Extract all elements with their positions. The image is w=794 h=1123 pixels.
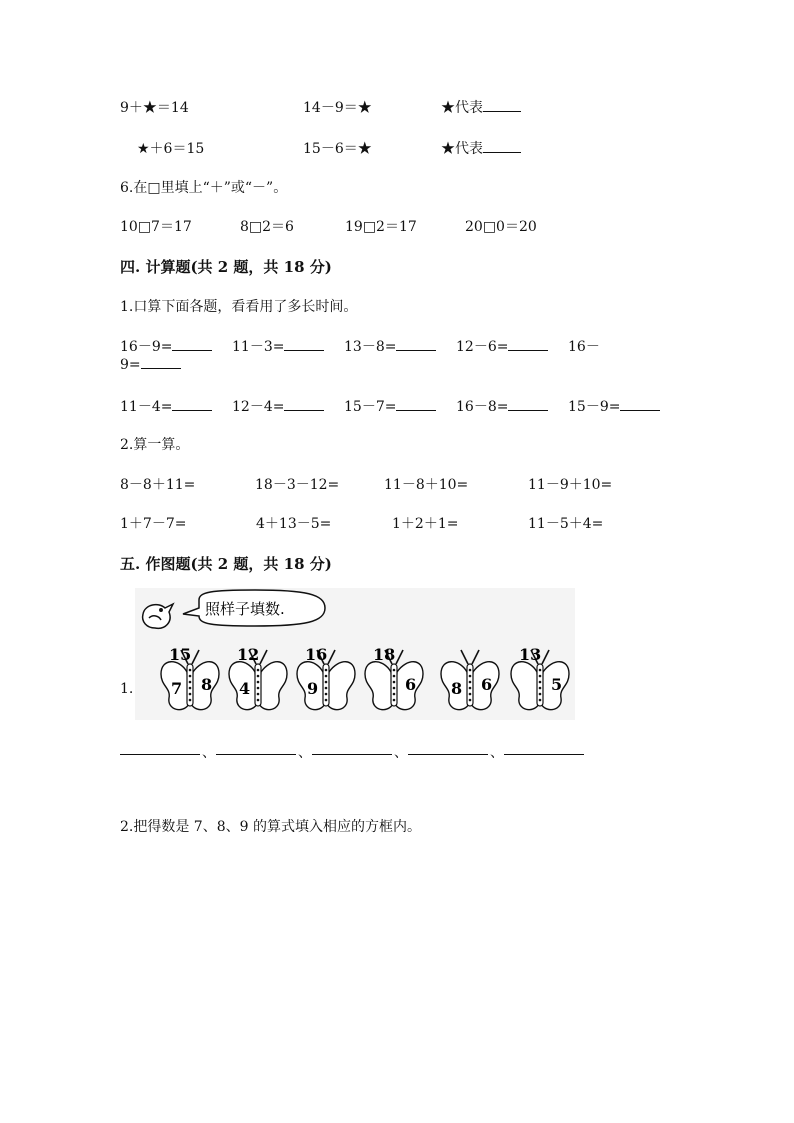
calc-item: 8－8＋11= bbox=[120, 477, 196, 493]
oral-calc-text: 16－8= bbox=[456, 399, 509, 415]
calc-item: 11－8＋10= bbox=[384, 477, 469, 493]
oral-calc bbox=[456, 336, 548, 356]
oral-calc-text: 11－3= bbox=[232, 339, 285, 355]
answer-blank[interactable] bbox=[508, 338, 548, 351]
answer-blank[interactable] bbox=[508, 398, 548, 411]
star-row-1-c bbox=[441, 97, 521, 117]
oral-calc bbox=[232, 336, 324, 356]
q6-title: 6.在□里填上“＋”或“－”。 bbox=[120, 180, 288, 196]
oral-calc bbox=[456, 396, 548, 416]
star-row-1-c-text: ★代表 bbox=[441, 100, 483, 116]
butterfly-icon bbox=[229, 645, 287, 710]
butterfly-left-number: 9 bbox=[307, 679, 319, 698]
butterfly-left-number: 8 bbox=[451, 679, 463, 698]
butterfly-icon bbox=[511, 645, 569, 710]
butterfly-figure bbox=[135, 588, 575, 720]
star-row-2-a: ★＋6＝15 bbox=[137, 141, 205, 157]
answer-line[interactable] bbox=[120, 754, 200, 755]
star-row-1-a: 9＋★＝14 bbox=[120, 100, 189, 116]
butterfly-top-number: 12 bbox=[237, 645, 260, 664]
answer-blank[interactable] bbox=[172, 398, 212, 411]
oral-calc bbox=[344, 336, 436, 356]
oral-calc-text: 15－9= bbox=[568, 399, 621, 415]
answer-blank[interactable] bbox=[396, 398, 436, 411]
answer-blank[interactable] bbox=[483, 140, 521, 153]
calc-item: 4＋13－5= bbox=[256, 516, 332, 532]
answer-line[interactable] bbox=[216, 754, 296, 755]
answer-blank[interactable] bbox=[483, 99, 521, 112]
butterfly-left-number: 4 bbox=[239, 679, 251, 698]
calc-item: 1＋7－7= bbox=[120, 516, 187, 532]
butterfly-icon bbox=[161, 645, 219, 710]
oral-calc bbox=[232, 396, 324, 416]
separator: 、 bbox=[202, 745, 216, 761]
star-row-1-b: 14－9＝★ bbox=[303, 100, 372, 116]
answer-blank[interactable] bbox=[396, 338, 436, 351]
s5-q2-title: 2.把得数是 7、8、9 的算式填入相应的方框内。 bbox=[120, 819, 421, 835]
oral-calc: 16－ bbox=[568, 339, 600, 355]
bird-icon bbox=[143, 604, 173, 628]
butterfly-icon bbox=[297, 645, 355, 710]
separator: 、 bbox=[490, 745, 504, 761]
s4-q1-title: 1.口算下面各题，看看用了多长时间。 bbox=[120, 299, 358, 315]
oral-calc-text: 12－6= bbox=[456, 339, 509, 355]
answer-blank[interactable] bbox=[141, 356, 181, 369]
calc-item: 18－3－12= bbox=[255, 477, 340, 493]
q6-item: 10□7＝17 bbox=[120, 219, 192, 235]
calc-item: 1＋2＋1= bbox=[392, 516, 459, 532]
separator: 、 bbox=[298, 745, 312, 761]
butterfly-top-number: 18 bbox=[373, 645, 396, 664]
butterfly-right-number: 5 bbox=[551, 675, 563, 694]
star-row-2-c bbox=[441, 138, 521, 158]
oral-calc-text: 12－4= bbox=[232, 399, 285, 415]
oral-calc bbox=[120, 396, 212, 416]
oral-calc-text: 15－7= bbox=[344, 399, 397, 415]
s5-q1-label: 1. bbox=[120, 681, 134, 697]
answer-blank[interactable] bbox=[172, 338, 212, 351]
s4-q2-title: 2.算一算。 bbox=[120, 437, 190, 453]
calc-item: 11－9＋10= bbox=[528, 477, 613, 493]
oral-calc bbox=[120, 336, 212, 356]
butterfly-top-number: 13 bbox=[519, 645, 542, 664]
section5-heading: 五. 作图题(共 2 题，共 18 分) bbox=[120, 555, 332, 573]
section4-heading: 四. 计算题(共 2 题，共 18 分) bbox=[120, 258, 332, 276]
q6-item: 20□0＝20 bbox=[465, 219, 537, 235]
star-row-2-b: 15－6＝★ bbox=[303, 141, 372, 157]
answer-blank[interactable] bbox=[284, 398, 324, 411]
butterfly-icon bbox=[365, 645, 423, 710]
answer-line[interactable] bbox=[408, 754, 488, 755]
butterfly-right-number: 6 bbox=[405, 675, 417, 694]
q6-item: 8□2＝6 bbox=[240, 219, 294, 235]
answer-line[interactable] bbox=[504, 754, 584, 755]
oral-calc-text: 16－9= bbox=[120, 339, 173, 355]
oral-calc bbox=[568, 396, 660, 416]
calc-item: 11－5＋4= bbox=[528, 516, 604, 532]
oral-calc-text: 13－8= bbox=[344, 339, 397, 355]
separator: 、 bbox=[394, 745, 408, 761]
q6-item: 19□2＝17 bbox=[345, 219, 417, 235]
answer-blank[interactable] bbox=[620, 398, 660, 411]
oral-calc bbox=[344, 396, 436, 416]
butterfly-left-number: 7 bbox=[171, 679, 183, 698]
butterfly-top-number: 16 bbox=[305, 645, 328, 664]
oral-calc-wrap bbox=[120, 356, 181, 373]
butterfly-icon bbox=[441, 650, 499, 710]
bubble-text: 照样子填数. bbox=[205, 600, 285, 618]
answer-line[interactable] bbox=[312, 754, 392, 755]
butterfly-right-number: 8 bbox=[201, 675, 213, 694]
butterfly-top-number: 15 bbox=[169, 645, 192, 664]
butterfly-right-number: 6 bbox=[481, 675, 493, 694]
oral-calc-text: 11－4= bbox=[120, 399, 173, 415]
butterfly-illustration bbox=[135, 588, 575, 720]
star-row-2-c-text: ★代表 bbox=[441, 141, 483, 157]
answer-blank[interactable] bbox=[284, 338, 324, 351]
oral-calc-text: 9= bbox=[120, 357, 141, 373]
